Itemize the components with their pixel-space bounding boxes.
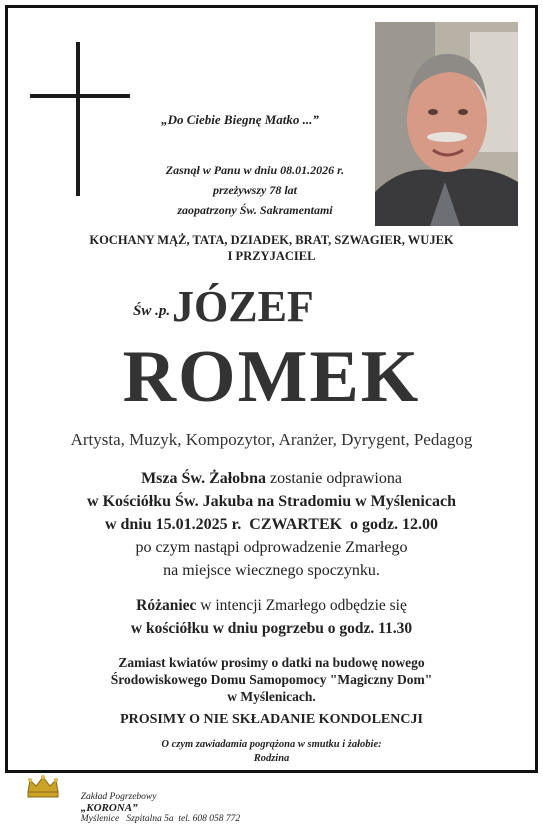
relations-line-2: I PRZYJACIEL — [227, 249, 316, 263]
died-line: Zasnął w Panu w dniu 08.01.2026 r. — [165, 163, 345, 177]
footer-company-name: „KORONA” — [80, 802, 138, 814]
mass-line-1 — [0, 467, 543, 490]
notice-line: O czym zawiadamia pogrążona w smutku i żałobie: — [161, 739, 382, 750]
family-signature: Rodzina — [253, 753, 290, 764]
footer-company-prefix: Zakład Pogrzebowy — [80, 792, 157, 802]
rosary-line-1 — [0, 594, 543, 617]
age-line: przeżywszy 78 lat — [213, 183, 297, 197]
mass-date-time: w dniu 15.01.2025 r. CZWARTEK o godz. 12.00 — [104, 516, 439, 533]
rosary-rest: w intencji Zmarłego odbędzie się — [200, 597, 407, 614]
mass-place: w Kościółku Św. Jakuba na Stradomiu w Myślenicach — [87, 493, 456, 510]
donation-line-1: Zamiast kwiatów prosimy o datki na budowę nowego — [118, 655, 425, 670]
rosary-line-2: w kościółku w dniu pogrzebu o godz. 11.30 — [130, 620, 413, 637]
rosary-title: Różaniec — [136, 597, 197, 614]
footer-address: Myślenice Szpitalna 5a tel. 608 058 772 — [80, 814, 241, 824]
crown-icon — [25, 774, 61, 805]
donation-line-2: Środowiskowego Domu Samopomocy "Magiczny Dom" — [110, 672, 433, 687]
footer — [76, 782, 240, 824]
relations-line-1: KOCHANY MĄŻ, TATA, DZIADEK, BRAT, SZWAGIER, WUJEK — [89, 233, 454, 247]
mass-rest: zostanie odprawiona — [269, 470, 402, 487]
no-condolences: PROSIMY O NIE SKŁADANIE KONDOLENCJI — [120, 712, 423, 727]
mass-title: Msza Św. Żałobna — [141, 470, 266, 487]
donation-line-3: w Myślenicach. — [227, 689, 316, 704]
professions: Artysta, Muzyk, Kompozytor, Aranżer, Dyrygent, Pedagog — [70, 430, 473, 449]
mass-line-5: na miejsce wiecznego spoczynku. — [163, 562, 380, 579]
sw-p-label: Św .p. — [133, 303, 171, 319]
first-name: JÓZEF — [172, 282, 314, 331]
mass-line-4: po czym nastąpi odprowadzenie Zmarłego — [135, 539, 408, 556]
sacraments-line: zaopatrzony Św. Sakramentami — [177, 203, 333, 217]
portrait-photo — [375, 22, 518, 226]
last-name: ROMEK — [122, 336, 421, 418]
quote: „Do Ciebie Biegnę Matko ...” — [161, 112, 319, 127]
